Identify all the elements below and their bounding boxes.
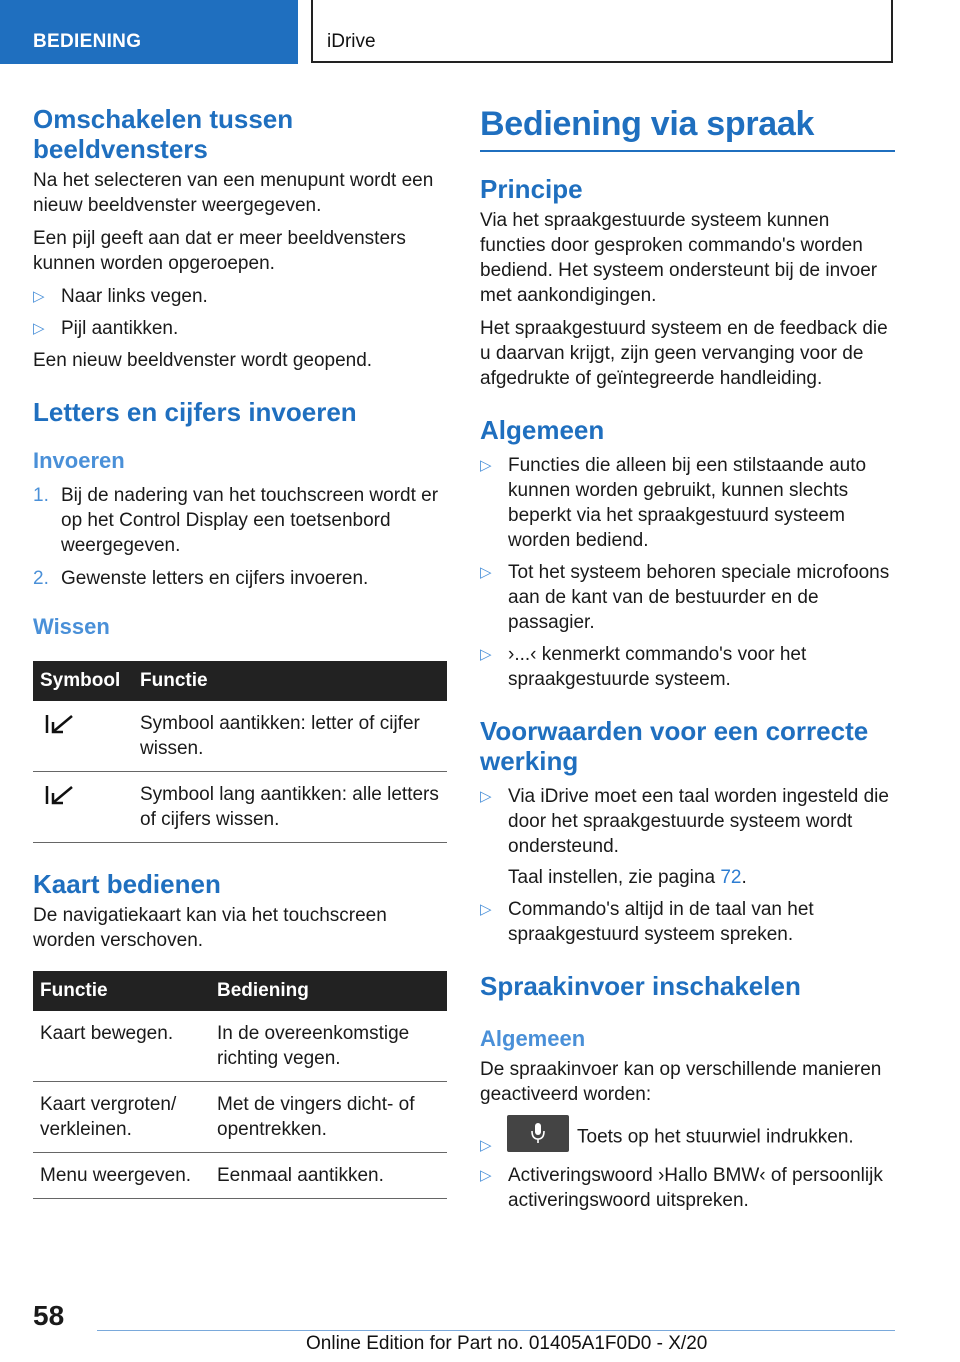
list-item: ▷ Via iDrive moet een taal worden ingesteld die door het spraakgestuurde systeem wordt ondersteund. Taal instellen, zie pagina 72. <box>480 784 895 890</box>
header-section-label: BEDIENING <box>33 31 142 52</box>
list-item: ▷ Tot het systeem behoren speciale microfoons aan de kant van de bestuurder en de passagier. <box>480 562 890 633</box>
table-cell: In de overeenkomstige richting vegen. <box>210 1011 447 1082</box>
triangle-bullet-icon: ▷ <box>480 1167 492 1184</box>
numbered-step: 1. Bij de nadering van het touchscreen wordt er op het Control Display een toetsenbord weergegeven. <box>33 485 439 556</box>
paragraph: Het spraakgestuurd systeem en de feedback die u daarvan krijgt, zijn geen vervanging voor de afgedrukte of geïntegreerde handleiding. <box>480 318 888 389</box>
table-cell: Kaart vergroten/ verkleinen. <box>33 1082 210 1153</box>
triangle-bullet-icon: ▷ <box>33 288 45 305</box>
microphone-button-icon <box>507 1115 569 1152</box>
kaart-table <box>33 971 447 1199</box>
subheading-wissen: Wissen <box>33 614 110 639</box>
triangle-bullet-icon: ▷ <box>33 320 45 337</box>
table-cell: Symbool lang aantikken: alle letters of cijfers wissen. <box>133 772 447 843</box>
numbered-step: 2. Gewenste letters en cijfers invoeren. <box>33 568 369 589</box>
title-rule <box>480 104 895 152</box>
table-row <box>33 1153 447 1199</box>
subheading-invoeren: Invoeren <box>33 448 125 473</box>
list-item: ▷ Commando's altijd in de taal van het spraakgestuurd systeem spreken. <box>480 899 814 945</box>
heading-voorwaarden: Voorwaarden voor een correcte werking <box>480 716 869 776</box>
heading-letters-cijfers: Letters en cijfers invoeren <box>33 397 357 427</box>
table-header: Functie <box>133 661 447 701</box>
triangle-bullet-icon: ▷ <box>480 646 492 663</box>
list-item: ▷ Toets op het stuurwiel indrukken. <box>480 1115 895 1156</box>
list-item: ▷ ›...‹ kenmerkt commando's voor het spraakgestuurde systeem. <box>480 644 807 690</box>
table-header: Bediening <box>210 971 447 1011</box>
heading-kaart-bedienen: Kaart bedienen <box>33 869 221 899</box>
list-item: ▷ Pijl aantikken. <box>33 318 179 339</box>
paragraph: De spraakinvoer kan op verschillende manieren geactiveerd worden: <box>480 1059 882 1105</box>
table-header: Symbool <box>33 661 133 701</box>
heading-omschakelen: Omschakelen tussen beeldvensters <box>33 104 294 164</box>
triangle-bullet-icon: ▷ <box>480 564 492 581</box>
backspace-arrow-icon <box>45 713 75 735</box>
triangle-bullet-icon: ▷ <box>480 1137 492 1154</box>
footer-rule <box>97 1330 895 1331</box>
paragraph: Een nieuw beeldvenster wordt geopend. <box>33 350 373 371</box>
backspace-arrow-icon <box>45 784 75 806</box>
heading-algemeen: Algemeen <box>480 415 605 445</box>
footer-edition: Online Edition for Part no. 01405A1F0D0 - X/20 <box>306 1333 708 1354</box>
table-row <box>33 1011 447 1082</box>
table-row <box>33 1082 447 1153</box>
table-cell: Menu weergeven. <box>33 1153 210 1199</box>
list-item: ▷ Naar links vegen. <box>33 286 208 307</box>
paragraph: Na het selecteren van een menupunt wordt een nieuw beeldvenster weergegeven. <box>33 170 434 216</box>
left-column <box>33 104 447 1199</box>
table-cell: Kaart bewegen. <box>33 1011 210 1082</box>
list-item: ▷ Functies die alleen bij een stilstaande auto kunnen worden gebruikt, kunnen slechts beperkt via het spraakgestuurd systeem worden bediend. <box>480 455 867 551</box>
table-cell <box>33 701 133 772</box>
triangle-bullet-icon: ▷ <box>480 901 492 918</box>
right-column <box>480 104 895 1213</box>
table-cell <box>33 772 133 843</box>
note-line: Taal instellen, zie pagina 72. <box>508 867 747 888</box>
triangle-bullet-icon: ▷ <box>480 788 492 805</box>
heading-principe: Principe <box>480 174 583 204</box>
table-cell: Met de vingers dicht- of opentrekken. <box>210 1082 447 1153</box>
header-section-tab <box>0 0 298 64</box>
subheading-algemeen: Algemeen <box>480 1026 586 1051</box>
table-row <box>33 772 447 843</box>
paragraph: De navigatiekaart kan via het touchscreen worden verschoven. <box>33 905 387 951</box>
paragraph: Via het spraakgestuurde systeem kunnen functies door gesproken commando's worden bediend. Het systeem ondersteunt bij de invoer met aankondigingen. <box>480 210 878 306</box>
page-title: Bediening via spraak <box>480 105 815 143</box>
table-row <box>33 701 447 772</box>
triangle-bullet-icon: ▷ <box>480 457 492 474</box>
page-link[interactable]: 72 <box>720 867 742 888</box>
table-cell: Eenmaal aantikken. <box>210 1153 447 1199</box>
page-number: 58 <box>33 1300 65 1331</box>
list-item: ▷ Activeringswoord ›Hallo BMW‹ of persoonlijk activeringswoord uitspreken. <box>480 1165 883 1211</box>
heading-spraakinvoer: Spraakinvoer inschakelen <box>480 971 801 1001</box>
header-chapter-label: iDrive <box>327 31 376 52</box>
table-cell: Symbool aantikken: letter of cijfer wissen. <box>133 701 447 772</box>
header-chapter-box <box>311 0 893 63</box>
paragraph: Een pijl geeft aan dat er meer beeldvensters kunnen worden opgeroepen. <box>33 228 406 274</box>
wissen-table <box>33 661 447 843</box>
table-header: Functie <box>33 971 210 1011</box>
